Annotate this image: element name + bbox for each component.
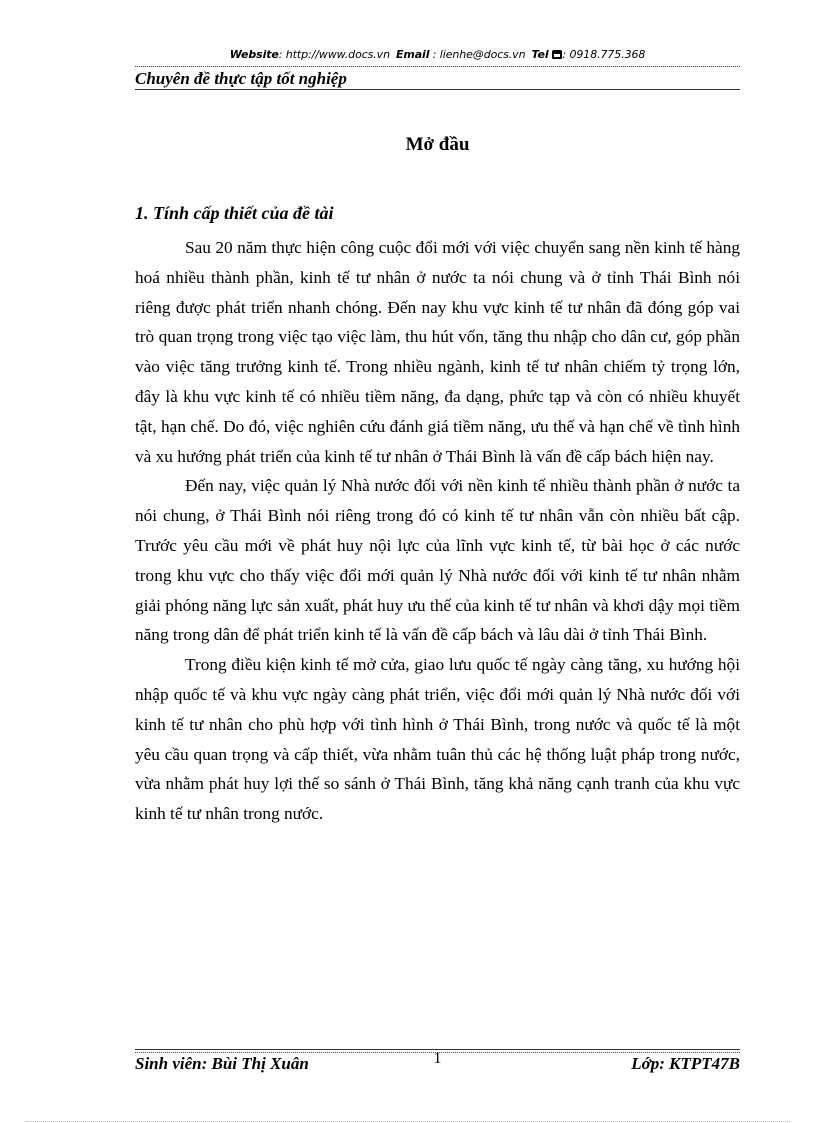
- website-label: Website: [229, 48, 279, 61]
- page-number: 1: [433, 1050, 442, 1067]
- page-bottom-border: [26, 1121, 790, 1122]
- email-label: Email: [395, 48, 430, 61]
- telephone-icon: [552, 50, 562, 59]
- body-text: [135, 233, 740, 829]
- section-heading: 1. Tính cấp thiết của đề tài: [135, 203, 334, 223]
- document-subject: Chuyên đề thực tập tốt nghiệp: [135, 69, 347, 88]
- header-divider-bottom: [135, 89, 740, 90]
- website-url[interactable]: : http://www.docs.vn: [278, 48, 390, 61]
- paragraph: Sau 20 năm thực hiện công cuộc đổi mới với việc chuyển sang nền kinh tế hàng hoá nhiều thành phần, kinh tế tư nhân ở nước ta nói chung và ở tỉnh Thái Bình nói riêng được phát triển nhanh chóng. Đến nay khu vực kinh tế tư nhân đã đóng góp vai trò quan trọng trong việc tạo việc làm, thu hút vốn, tăng thu nhập cho dân cư, góp phần vào việc tăng trưởng kinh tế. Trong nhiều ngành, kinh tế tư nhân chiếm tỷ trọng lớn, đây là khu vực kinh tế có nhiều tiềm năng, đa dạng, phức tạp và còn có nhiều khuyết tật, hạn chế. Do đó, việc nghiên cứu đánh giá tiềm năng, ưu thế và hạn chế về tình hình và xu hướng phát triển của kinh tế tư nhân ở Thái Bình là vấn đề cấp bách hiện nay.: [135, 238, 740, 466]
- paragraph: Đến nay, việc quản lý Nhà nước đối với nền kinh tế nhiều thành phần ở nước ta nói chung, ở Thái Bình nói riêng trong đó có kinh tế tư nhân vẫn còn nhiều bất cập. Trước yêu cầu mới về phát huy nội lực của lĩnh vực kinh tế, từ bài học ở các nước trong khu vực cho thấy việc đổi mới quản lý Nhà nước đối với kinh tế tư nhân nhằm giải phóng năng lực sản xuất, phát huy ưu thế của kinh tế tư nhân và khơi dậy mọi tiềm năng trong dân để phát triển kinh tế là vấn đề cấp bách và lâu dài ở tỉnh Thái Bình.: [135, 476, 740, 645]
- email-address[interactable]: : lienhe@docs.vn: [429, 48, 526, 61]
- page-title: Mở đầu: [405, 134, 470, 155]
- class-code: Lớp: KTPT47B: [631, 1054, 740, 1073]
- student-name: Sinh viên: Bùi Thị Xuân: [135, 1054, 309, 1073]
- paragraph: Trong điều kiện kinh tế mở cửa, giao lưu quốc tế ngày càng tăng, xu hướng hội nhập quốc tế và khu vực ngày càng phát triển, việc đổi mới quản lý Nhà nước đối với kinh tế tư nhân cho phù hợp với tình hình ở Thái Bình, trong nước và quốc tế là một yêu cầu quan trọng và cấp thiết, vừa nhằm tuân thủ các hệ thống luật pháp trong nước, vừa nhằm phát huy lợi thế so sánh ở Thái Bình, tăng khả năng cạnh tranh của khu vực kinh tế tư nhân trong nước.: [135, 655, 740, 824]
- website-header: [135, 47, 740, 63]
- tel-label: Tel: [531, 48, 549, 61]
- tel-number: : 0918.775.368: [562, 48, 646, 61]
- footer: [135, 1052, 740, 1076]
- header-divider-top: [135, 66, 740, 67]
